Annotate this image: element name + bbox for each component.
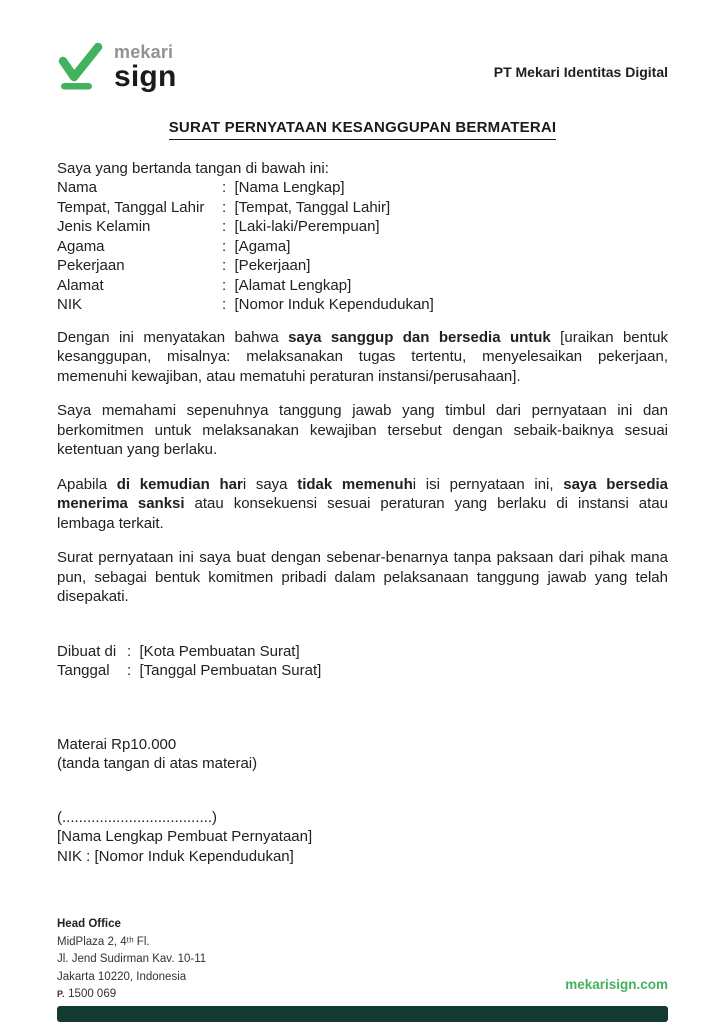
field-value: [Tanggal Pembuatan Surat]: [139, 662, 322, 679]
field-label: Tanggal: [57, 662, 110, 679]
phone-label: P.: [57, 989, 65, 999]
logo-word-sign: sign: [114, 60, 177, 93]
logo-wordmark: [114, 42, 176, 92]
field-row-alamat: [57, 276, 668, 296]
field-label: Agama: [57, 237, 105, 255]
field-row-nama: [57, 178, 668, 198]
field-colon: :: [222, 218, 235, 235]
signature-nik-line: NIK : [Nomor Induk Kependudukan]: [57, 847, 294, 865]
field-row-dibuat-di: [57, 642, 668, 662]
signature-dots-line: (....................................): [57, 808, 218, 826]
field-colon: :: [222, 198, 235, 216]
field-row-tanggal: [57, 661, 668, 681]
footer-accent-bar: [57, 1006, 668, 1022]
identity-fields: [57, 178, 668, 315]
field-label: NIK: [57, 296, 83, 313]
field-label: Dibuat di: [57, 642, 117, 660]
field-colon: :: [222, 179, 235, 196]
field-value: [Kota Pembuatan Surat]: [139, 642, 300, 660]
field-label: Tempat, Tanggal Lahir: [57, 198, 205, 216]
placement-fields: [57, 642, 668, 681]
field-row-ttl: [57, 198, 668, 218]
field-row-nik: [57, 295, 668, 315]
letter-title: SURAT PERNYATAAN KESANGGUPAN BERMATERAI: [169, 118, 557, 140]
document-content: [57, 0, 668, 866]
field-value: [Nama Lengkap]: [234, 179, 345, 196]
field-value: [Pekerjaan]: [234, 257, 311, 274]
field-colon: :: [222, 296, 235, 313]
field-value: [Agama]: [234, 237, 291, 255]
footer-address-line: Jl. Jend Sudirman Kav. 10-11: [57, 953, 207, 965]
footer-phone-line: [57, 986, 206, 1004]
signature-name-line: [Nama Lengkap Pembuat Pernyataan]: [57, 828, 313, 845]
field-colon: :: [127, 642, 140, 660]
phone-number: 1500 069: [68, 988, 117, 1000]
field-value: [Alamat Lengkap]: [234, 276, 352, 294]
logo-word-mekari: mekari: [114, 42, 174, 62]
paragraph-closing: Surat pernyataan ini saya buat dengan sebenar-benarnya tanpa paksaan dari pihak mana pun, sebagai bentuk komitmen pribadi dalam pelaksanaan tanggung jawab yang telah disepakati.: [57, 549, 668, 605]
field-value: [Tempat, Tanggal Lahir]: [234, 198, 391, 216]
field-colon: :: [222, 276, 235, 294]
field-label: Nama: [57, 179, 98, 196]
title-row: [57, 118, 668, 140]
paragraph-responsibility: Saya memahami sepenuhnya tanggung jawab yang timbul dari pernyataan ini dan berkomitmen untuk melaksanakan kewajiban tersebut dengan sebaik-baiknya sesuai ketentuan yang berlaku.: [57, 402, 668, 458]
stamp-line-1: Materai Rp10.000: [57, 735, 177, 753]
field-value: [Laki-laki/Perempuan]: [234, 218, 380, 235]
company-name: PT Mekari Identitas Digital: [493, 64, 668, 80]
paragraph-sanction: Apabila di kemudian hari saya tidak memenuhi isi pernyataan ini, saya bersedia menerima sanksi atau konsekuensi sesuai peraturan yang berlaku di instansi atau lembaga terkait.: [57, 475, 668, 532]
footer-address-line: MidPlaza 2, 4ᵗʰ Fl.: [57, 935, 150, 948]
field-label: Alamat: [57, 276, 104, 294]
footer-address-line: Jakarta 10220, Indonesia: [57, 970, 187, 983]
field-label: Pekerjaan: [57, 257, 125, 274]
checkmark-icon: [57, 42, 103, 90]
footer-office-title: Head Office: [57, 918, 121, 930]
field-colon: :: [222, 257, 235, 274]
field-colon: :: [127, 662, 140, 679]
website-link[interactable]: mekarisign.com: [565, 977, 668, 992]
intro-line: Saya yang bertanda tangan di bawah ini:: [57, 159, 329, 177]
paragraph-statement: Dengan ini menyatakan bahwa saya sanggup dan bersedia untuk [uraikan bentuk kesanggupan, misalnya: melaksanakan tugas tertentu, menyelesaikan pekerjaan, memenuhi kewajiban, atau mematuhi peraturan instansi/perusahaan].: [57, 328, 668, 385]
mekari-sign-logo: [57, 42, 176, 92]
footer-address-block: [57, 916, 206, 1004]
field-row-jenis-kelamin: [57, 217, 668, 237]
field-row-pekerjaan: [57, 256, 668, 276]
letterhead: [57, 0, 668, 92]
field-row-agama: [57, 237, 668, 257]
stamp-block: [57, 735, 668, 774]
field-label: Jenis Kelamin: [57, 218, 151, 235]
signature-block: [57, 808, 668, 867]
field-colon: :: [222, 237, 235, 255]
field-value: [Nomor Induk Kependudukan]: [234, 296, 434, 313]
stamp-line-2: (tanda tangan di atas materai): [57, 755, 258, 772]
